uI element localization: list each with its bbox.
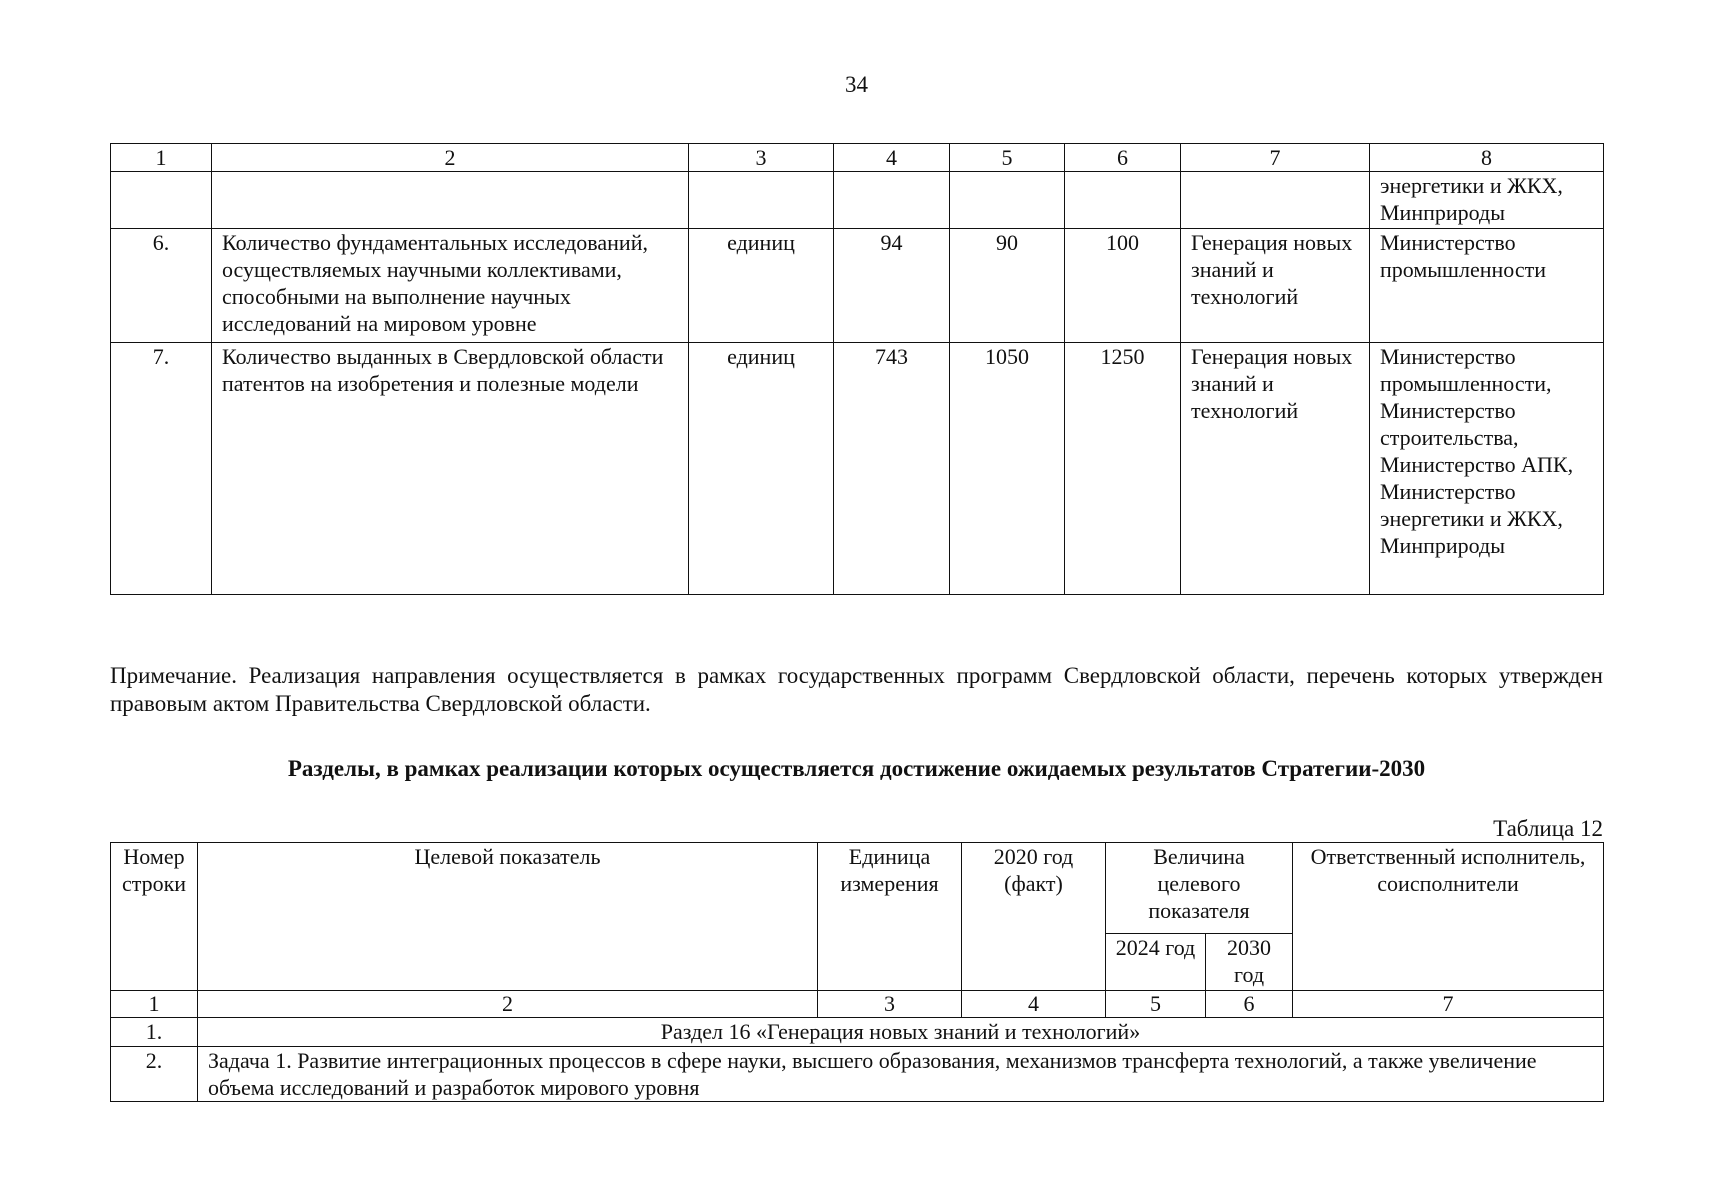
col-number: 6 <box>1206 991 1293 1018</box>
col-number: 5 <box>1106 991 1206 1018</box>
column-numbers-row <box>111 144 1604 172</box>
indicators-table-continued <box>110 143 1604 595</box>
column-numbers-row <box>111 991 1604 1018</box>
executors-cell: Министерство промышленности, Министерство строительства, Министерство АПК, Министерство энергетики и ЖКХ, Минприроды <box>1370 343 1604 595</box>
note-paragraph: Примечание. Реализация направления осуществляется в рамках государственных программ Свердловской области, перечень которых утвержден правовым актом Правительства Свердловской области. <box>110 663 1603 716</box>
value-cell: 90 <box>950 229 1065 343</box>
sections-table <box>110 842 1604 1102</box>
row-number: 2. <box>111 1047 198 1102</box>
col-number: 6 <box>1065 144 1181 172</box>
col-number: 4 <box>834 144 950 172</box>
table-row <box>111 1047 1604 1102</box>
unit-cell: единиц <box>689 229 834 343</box>
col-number: 3 <box>689 144 834 172</box>
unit-cell: единиц <box>689 343 834 595</box>
executors-cell: Министерство промышленности <box>1370 229 1604 343</box>
section-title: Разделы, в рамках реализации которых осуществляется достижение ожидаемых результатов Стратегии-2030 <box>287 756 1426 781</box>
table-header-row <box>111 843 1604 934</box>
table-row <box>111 343 1604 595</box>
executors-cell: энергетики и ЖКХ, Минприроды <box>1370 172 1604 229</box>
row-number: 7. <box>111 343 212 595</box>
header-fact-2020: 2020 год (факт) <box>962 843 1106 991</box>
value-cell: 1050 <box>950 343 1065 595</box>
section-cell: Генерация новых знаний и технологий <box>1181 343 1370 595</box>
task-cell: Задача 1. Развитие интеграционных процессов в сфере науки, высшего образования, механизмов трансферта технологий, а также увеличение объема исследований и разработок мирового уровня <box>198 1047 1604 1102</box>
row-number: 1. <box>111 1018 198 1047</box>
col-number: 4 <box>962 991 1106 1018</box>
col-number: 1 <box>111 991 198 1018</box>
col-number: 1 <box>111 144 212 172</box>
table-row <box>111 229 1604 343</box>
header-target-value: Величина целевого показателя <box>1106 843 1293 934</box>
header-executors: Ответственный исполнитель, соисполнители <box>1293 843 1604 991</box>
col-number: 5 <box>950 144 1065 172</box>
value-cell: 94 <box>834 229 950 343</box>
value-cell: 1250 <box>1065 343 1181 595</box>
col-number: 3 <box>818 991 962 1018</box>
section-heading-cell: Раздел 16 «Генерация новых знаний и технологий» <box>198 1018 1604 1047</box>
header-row-number: Номер строки <box>111 843 198 991</box>
header-year-2030: 2030 год <box>1206 934 1293 991</box>
col-number: 7 <box>1181 144 1370 172</box>
page-number: 34 <box>845 72 868 97</box>
value-cell: 743 <box>834 343 950 595</box>
indicator-cell: Количество выданных в Свердловской области патентов на изобретения и полезные модели <box>212 343 689 595</box>
row-number: 6. <box>111 229 212 343</box>
col-number: 2 <box>198 991 818 1018</box>
header-year-2024: 2024 год <box>1106 934 1206 991</box>
col-number: 7 <box>1293 991 1604 1018</box>
header-indicator: Целевой показатель <box>198 843 818 991</box>
table-label: Таблица 12 <box>1493 816 1603 841</box>
table-row <box>111 172 1604 229</box>
section-cell: Генерация новых знаний и технологий <box>1181 229 1370 343</box>
col-number: 8 <box>1370 144 1604 172</box>
table-row <box>111 1018 1604 1047</box>
value-cell: 100 <box>1065 229 1181 343</box>
col-number: 2 <box>212 144 689 172</box>
header-unit: Единица измерения <box>818 843 962 991</box>
indicator-cell: Количество фундаментальных исследований, осуществляемых научными коллективами, способными на выполнение научных исследований на мировом уровне <box>212 229 689 343</box>
